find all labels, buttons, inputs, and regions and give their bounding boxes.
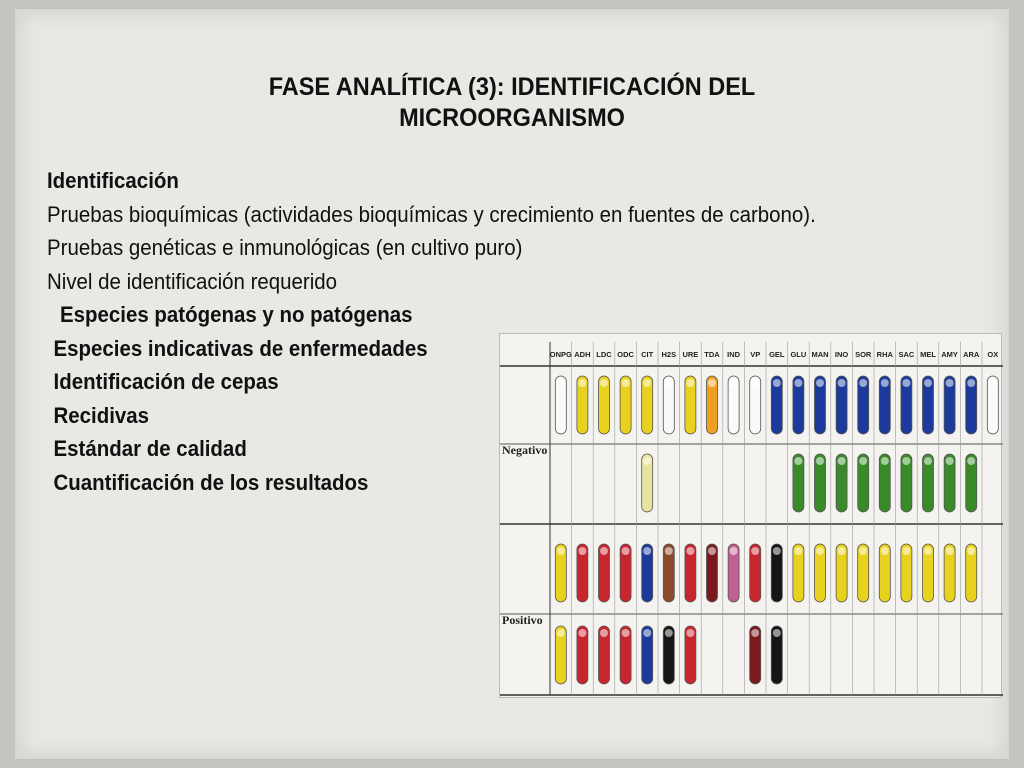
test-column-header: TDA: [704, 350, 720, 359]
cupule-highlight: [859, 379, 867, 387]
section-heading: Identificación: [47, 168, 179, 193]
test-column-header: MEL: [920, 350, 936, 359]
body-line-2: Pruebas genéticas e inmunológicas (en cultivo puro): [47, 235, 523, 260]
cupule-highlight: [859, 457, 867, 465]
cupule-highlight: [967, 457, 975, 465]
cupule-highlight: [600, 629, 608, 637]
cupule-highlight: [557, 547, 565, 555]
cupule-highlight: [816, 379, 824, 387]
cupule-highlight: [859, 547, 867, 555]
cupule-highlight: [622, 379, 630, 387]
cupule-highlight: [773, 547, 781, 555]
cupule-highlight: [708, 379, 716, 387]
cupule-highlight: [643, 379, 651, 387]
cupule-highlight: [816, 457, 824, 465]
cupule-highlight: [730, 547, 738, 555]
test-column-header: GLU: [790, 350, 807, 359]
bullet-item: Recidivas: [53, 402, 150, 428]
test-column-header: CIT: [641, 350, 654, 359]
cupule-highlight: [924, 379, 932, 387]
test-column-header: GEL: [769, 350, 785, 359]
cupule-highlight: [946, 379, 954, 387]
cupule-highlight: [902, 547, 910, 555]
cupule-highlight: [946, 457, 954, 465]
cupule-highlight: [751, 629, 759, 637]
bullet-item: Estándar de calidad: [53, 436, 247, 461]
bullet-item: Especies patógenas y no patógenas: [60, 302, 413, 327]
cupule-highlight: [686, 547, 694, 555]
cupule-highlight: [881, 547, 889, 555]
cupule-highlight: [794, 457, 802, 465]
cupule-highlight: [557, 629, 565, 637]
cupule-highlight: [794, 547, 802, 555]
test-column-header: URE: [682, 350, 699, 359]
cupule-highlight: [751, 379, 759, 387]
cupule-highlight: [686, 379, 694, 387]
body-line-1: Pruebas bioquímicas (actividades bioquímicas y crecimiento en fuentes de carbono).: [47, 201, 816, 227]
biochemical-test-strip-image: [499, 333, 1002, 698]
cupule-highlight: [665, 379, 673, 387]
slide-title: [31, 72, 994, 134]
cupule-highlight: [622, 547, 630, 555]
cupule-highlight: [578, 547, 586, 555]
bullet-item: Especies indicativas de enfermedades: [53, 335, 428, 361]
cupule-highlight: [643, 457, 651, 465]
cupule-highlight: [643, 629, 651, 637]
cupule-highlight: [773, 629, 781, 637]
bullet-item: Cuantificación de los resultados: [53, 469, 369, 495]
cupule-highlight: [881, 379, 889, 387]
title-line-1: FASE ANALÍTICA (3): IDENTIFICACIÓN DEL: [268, 73, 756, 101]
cupule-highlight: [902, 457, 910, 465]
cupule-highlight: [557, 379, 565, 387]
test-column-header: RHA: [876, 350, 893, 359]
test-strip-graphic: [500, 334, 1003, 699]
cupule-highlight: [600, 379, 608, 387]
test-column-header: IND: [727, 350, 741, 359]
cupule-highlight: [838, 547, 846, 555]
cupule-highlight: [881, 457, 889, 465]
cupule-highlight: [622, 629, 630, 637]
cupule-highlight: [751, 547, 759, 555]
cupule-highlight: [902, 379, 910, 387]
cupule-highlight: [967, 547, 975, 555]
cupule-highlight: [924, 547, 932, 555]
test-column-header: LDC: [596, 350, 612, 359]
test-column-header: SAC: [898, 350, 915, 359]
cupule-highlight: [924, 457, 932, 465]
test-column-header: ODC: [617, 350, 634, 359]
cupule-highlight: [838, 379, 846, 387]
row-label-negative: Negativo: [502, 443, 548, 457]
cupule-highlight: [989, 379, 997, 387]
test-column-header: ADH: [574, 350, 591, 359]
test-column-header: OX: [987, 350, 999, 359]
cupule-highlight: [730, 379, 738, 387]
test-column-header: AMY: [941, 350, 958, 359]
cupule-highlight: [578, 629, 586, 637]
cupule-highlight: [643, 547, 651, 555]
cupule-highlight: [578, 379, 586, 387]
cupule-highlight: [816, 547, 824, 555]
row-label-positive: Positivo: [502, 613, 543, 627]
title-line-2: MICROORGANISMO: [399, 104, 625, 132]
cupule-highlight: [665, 547, 673, 555]
test-column-header: H2S: [661, 350, 677, 359]
test-column-header: VP: [750, 350, 761, 359]
bullet-item: Identificación de cepas: [53, 369, 279, 394]
cupule-highlight: [665, 629, 673, 637]
cupule-highlight: [686, 629, 694, 637]
test-column-header: MAN: [811, 350, 829, 359]
cupule-highlight: [967, 379, 975, 387]
cupule-highlight: [600, 547, 608, 555]
test-column-header: SOR: [855, 350, 872, 359]
cupule-highlight: [946, 547, 954, 555]
body-line-3: Nivel de identificación requerido: [47, 268, 338, 294]
test-column-header: ONPG: [549, 350, 572, 359]
cupule-highlight: [838, 457, 846, 465]
cupule-highlight: [773, 379, 781, 387]
cupule-highlight: [794, 379, 802, 387]
test-column-header: ARA: [963, 350, 980, 359]
cupule-highlight: [708, 547, 716, 555]
test-column-header: INO: [834, 350, 849, 359]
